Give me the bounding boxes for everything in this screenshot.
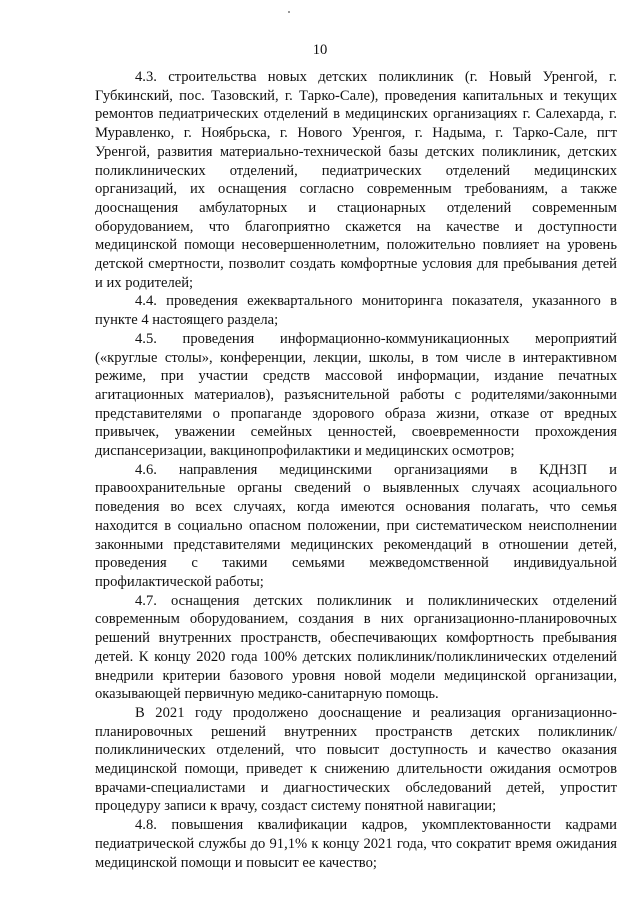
paragraph-4-4: 4.4. проведения ежеквартального мониторинга показателя, указанного в пункте 4 настоящего раздела; xyxy=(95,293,617,329)
paragraph-4-5: 4.5. проведения информационно-коммуникационных мероприятий («круглые столы», конференции, лекции, школы, в том числе в интерактивном режиме, при участии средств массовой информации, издание печатных агитационных материалов), разъяснительной работы с родителями/законными представителями о пропаганде здорового образа жизни, отказе от вредных привычек, уважении семейных ценностей, своевременности прохождения диспансеризации, вакцинопрофилактики и медицинских осмотров; xyxy=(95,330,617,460)
document-body xyxy=(95,68,617,872)
paragraph-4-3: 4.3. строительства новых детских поликлиник (г. Новый Уренгой, г. Губкинский, пос. Тазовский, г. Тарко-Сале), проведения капитальных и текущих ремонтов педиатрических отделений в медицинских организациях г. Салехарда, г. Муравленко, г. Ноябрьска, г. Нового Уренгоя, г. Надыма, г. Тарко-Сале, пгт Уренгой, развития материально-технической базы детских поликлиник, детских поликлинических отделений, педиатрических отделений медицинских организаций, их оснащения согласно современным требованиям, а также дооснащения амбулаторных и стационарных отделений современным оборудованием, что благоприятно скажется на качестве и доступности медицинской помощи несовершеннолетним, положительно повлияет на уровень детской смертности, позволит создать комфортные условия для пребывания детей и их родителей; xyxy=(95,69,617,291)
paragraph-4-6: 4.6. направления медицинскими организациями в КДНЗП и правоохранительные органы сведений о выявленных случаях асоциального поведения во всех случаях, когда имеются основания полагать, что семья находится в социально опасном положении, при систематическом неисполнении законными представителями медицинских рекомендаций в отношении детей, проведения с такими семьями межведомственной индивидуальной профилактической работы; xyxy=(95,461,617,590)
paragraph-4-7: 4.7. оснащения детских поликлиник и поликлинических отделений современным оборудованием, создания в них организационно-планировочных решений внутренних пространств, обеспечивающих комфортность пребывания детей. К концу 2020 года 100% детских поликлиник/поликлинических отделений внедрили критерии базового уровня новой модели медицинской организации, оказывающей первичную медико-санитарную помощь. xyxy=(95,592,617,703)
paragraph-2021: В 2021 году продолжено дооснащение и реализация организационно-планировочных решений внутренних пространств детских поликлиник/поликлинических отделений, что повысит доступность и качество оказания медицинской помощи, приведет к снижению длительности ожидания осмотров врачами-специалистами и диагностических обследований детей, упростит процедуру записи к врачу, создаст систему понятной навигации; xyxy=(95,704,617,815)
scan-speck xyxy=(288,11,290,13)
paragraph-4-8: 4.8. повышения квалификации кадров, укомплектованности кадрами педиатрической службы до 91,1% к концу 2021 года, что сократит время ожидания медицинской помощи и повысит ее качество; xyxy=(95,817,617,871)
page-number: 10 xyxy=(312,42,328,58)
